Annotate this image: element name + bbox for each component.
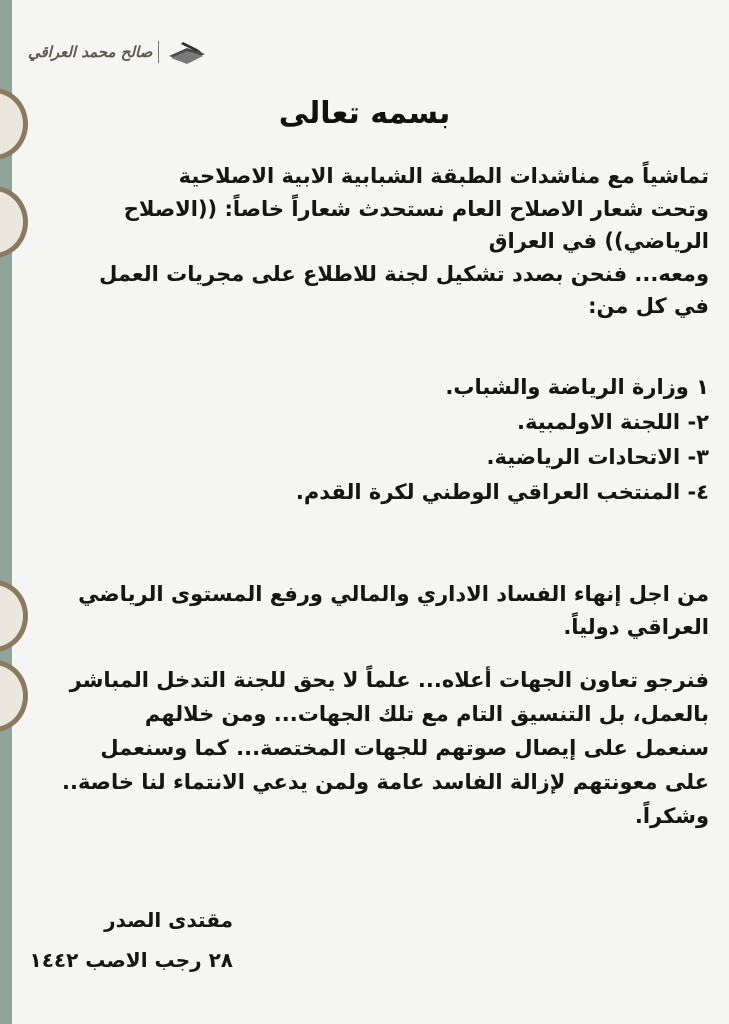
text-line: وشكراً. bbox=[634, 804, 709, 828]
list-item: ١ وزارة الرياضة والشباب. bbox=[445, 375, 709, 399]
text-line: العراقي دولياً. bbox=[563, 615, 709, 639]
text-line: ومعه... فنحن بصدد تشكيل لجنة للاطلاع على مجريات العمل bbox=[99, 261, 709, 286]
text-line: بالعمل، بل التنسيق التام مع تلك الجهات... ومن خلالهم bbox=[144, 702, 709, 726]
list-item: ٢- اللجنة الاولمبية. bbox=[517, 410, 709, 434]
list-item: ٣- الاتحادات الرياضية. bbox=[486, 445, 709, 469]
entity-list bbox=[19, 370, 709, 510]
text-line: في كل من: bbox=[588, 294, 709, 318]
signature-name: مقتدى الصدر bbox=[104, 908, 233, 932]
text-line: على معونتهم لإزالة الفاسد عامة ولمن يدعي الانتماء لنا خاصة.. bbox=[61, 770, 709, 794]
book-pen-icon bbox=[165, 38, 209, 66]
logo-divider bbox=[158, 41, 159, 63]
logo-text: صالح محمد العراقي bbox=[28, 43, 153, 61]
list-item: ٤- المنتخب العراقي الوطني لكرة القدم. bbox=[295, 480, 709, 504]
signature-date: ٢٨ رجب الاصب ١٤٤٢ bbox=[29, 948, 233, 972]
text-line: فنرجو تعاون الجهات أعلاه... علماً لا يحق للجنة التدخل المباشر bbox=[69, 668, 709, 692]
text-line: من اجل إنهاء الفساد الاداري والمالي ورفع المستوى الرياضي bbox=[78, 582, 709, 606]
intro-paragraph bbox=[19, 160, 709, 323]
signature-block bbox=[13, 900, 233, 980]
text-line: تماشياً مع مناشدات الطبقة الشبابية الابية الاصلاحية bbox=[178, 164, 709, 188]
document-heading: بسمه تعالى bbox=[278, 96, 451, 131]
closing-paragraph bbox=[19, 663, 709, 833]
purpose-paragraph bbox=[19, 578, 709, 644]
text-line: الرياضي)) في العراق bbox=[488, 229, 709, 253]
text-line: وتحت شعار الاصلاح العام نستحدث شعاراً خاصاً: ((الاصلاح bbox=[123, 196, 709, 221]
header-logo bbox=[28, 38, 209, 66]
text-line: سنعمل على إيصال صوتهم للجهات المختصة... كما وسنعمل bbox=[100, 736, 709, 760]
